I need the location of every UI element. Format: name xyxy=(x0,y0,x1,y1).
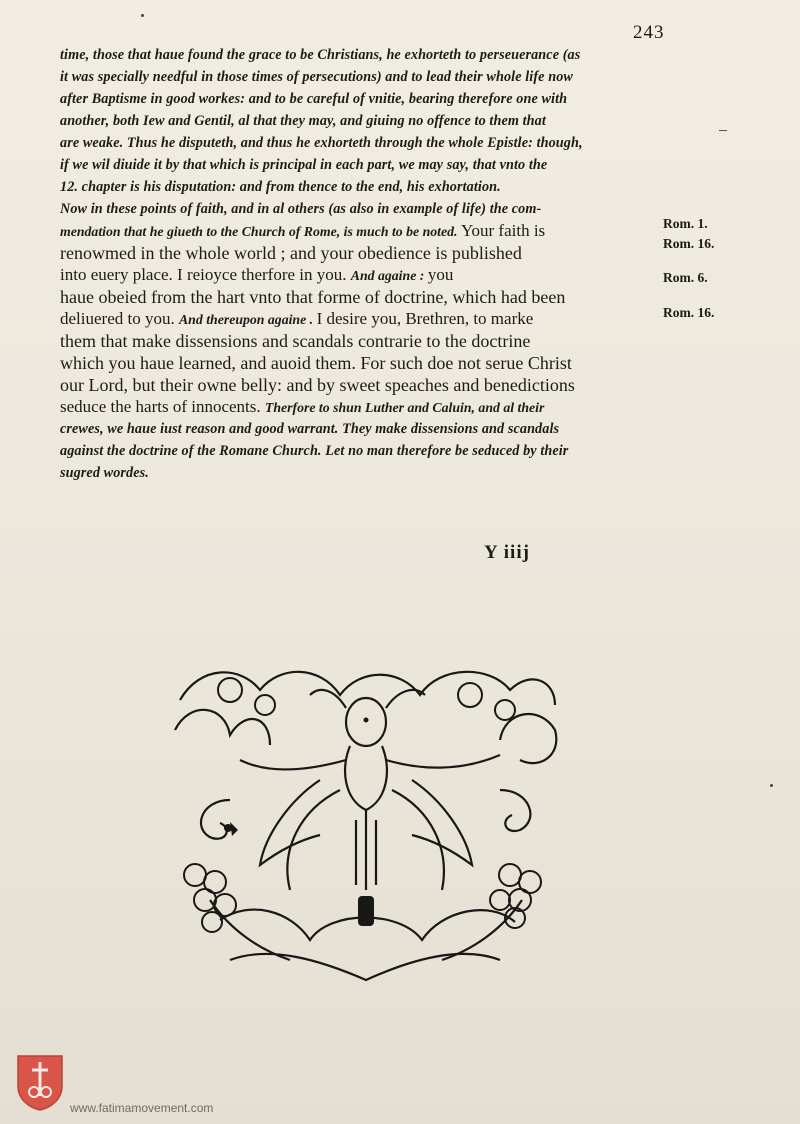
italic-run: Now in these points of faith, and in al others (as also in example of life) the com- xyxy=(60,201,542,217)
text-line xyxy=(60,308,665,330)
text-line xyxy=(60,418,665,440)
roman-run: I desire you, Brethren, to marke xyxy=(316,309,534,328)
text-line xyxy=(60,88,665,110)
margin-note: Rom. 16. xyxy=(663,236,715,251)
woodcut-ornament xyxy=(170,660,562,995)
text-line xyxy=(60,132,665,154)
signature-mark: Y iiij xyxy=(484,542,530,563)
text-line xyxy=(60,176,665,198)
roman-run: them that make dissensions and scandals contrarie to the doctrine xyxy=(60,331,531,351)
footer-url[interactable]: www.fatimamovement.com xyxy=(70,1101,214,1115)
italic-run: And thereupon againe . xyxy=(178,312,317,327)
italic-run: it was specially needful in those times of persecutions) and to lead their whole life now xyxy=(60,69,573,85)
italic-run: another, both Iew and Gentil, al that they may, and giuing no offence to them that xyxy=(60,113,546,129)
page-number: 243 xyxy=(633,22,665,43)
italic-run: Therfore to shun Luther and Caluin, and al their xyxy=(264,400,545,415)
text-line xyxy=(60,66,665,88)
text-line xyxy=(60,396,665,418)
roman-run: haue obeied from the hart vnto that forme of doctrine, which had been xyxy=(60,287,566,307)
ink-speck xyxy=(770,784,773,787)
text-line xyxy=(60,242,665,264)
roman-run: which you haue learned, and auoid them. For such doe not serue Christ xyxy=(60,353,572,373)
text-line xyxy=(60,220,665,242)
roman-run: into euery place. I reioyce therfore in you. xyxy=(60,265,351,284)
margin-note: Rom. 1. xyxy=(663,216,708,231)
italic-run: time, those that haue found the grace to be Christians, he exhorteth to perseuerance (as xyxy=(60,47,581,63)
italic-run: against the doctrine of the Romane Church. Let no man therefore be seduced by their xyxy=(60,443,569,459)
text-line xyxy=(60,440,665,462)
text-line xyxy=(60,264,665,286)
text-line xyxy=(60,44,665,66)
roman-run: deliuered to you. xyxy=(60,309,179,328)
italic-run: sugred wordes. xyxy=(60,465,149,481)
italic-run: after Baptisme in good workes: and to be careful of vnitie, bearing therefore one with xyxy=(60,91,568,107)
text-line xyxy=(60,286,665,308)
italic-run: mendation that he giueth to the Church of Rome, is much to be noted. xyxy=(60,224,461,239)
margin-note: Rom. 16. xyxy=(663,305,715,320)
italic-run: 12. chapter is his disputation: and from thence to the end, his exhortation. xyxy=(60,179,501,195)
ink-speck xyxy=(141,14,144,17)
body-text xyxy=(60,44,665,484)
text-line xyxy=(60,352,665,374)
roman-run: seduce the harts of innocents. xyxy=(60,397,265,416)
margin-note: Rom. 6. xyxy=(663,270,708,285)
italic-run: if we wil diuide it by that which is principal in each part, we may say, that vnto the xyxy=(60,157,548,173)
italic-run: are weake. Thus he disputeth, and thus he exhorteth through the whole Epistle: though, xyxy=(60,135,583,151)
margin-mark xyxy=(719,130,727,131)
text-line xyxy=(60,154,665,176)
italic-run: And againe : xyxy=(350,268,428,283)
text-line xyxy=(60,110,665,132)
roman-run: our Lord, but their owne belly: and by sweet speaches and benedictions xyxy=(60,375,575,395)
text-line xyxy=(60,374,665,396)
italic-run: crewes, we haue iust reason and good warrant. They make dissensions and scandals xyxy=(60,421,560,437)
text-line xyxy=(60,330,665,352)
text-line xyxy=(60,462,665,484)
roman-run: renowmed in the whole world ; and your obedience is published xyxy=(60,243,522,263)
roman-run: Your faith is xyxy=(460,221,546,240)
fatima-movement-logo xyxy=(14,1052,66,1112)
text-line xyxy=(60,198,665,220)
roman-run: you xyxy=(427,265,454,284)
